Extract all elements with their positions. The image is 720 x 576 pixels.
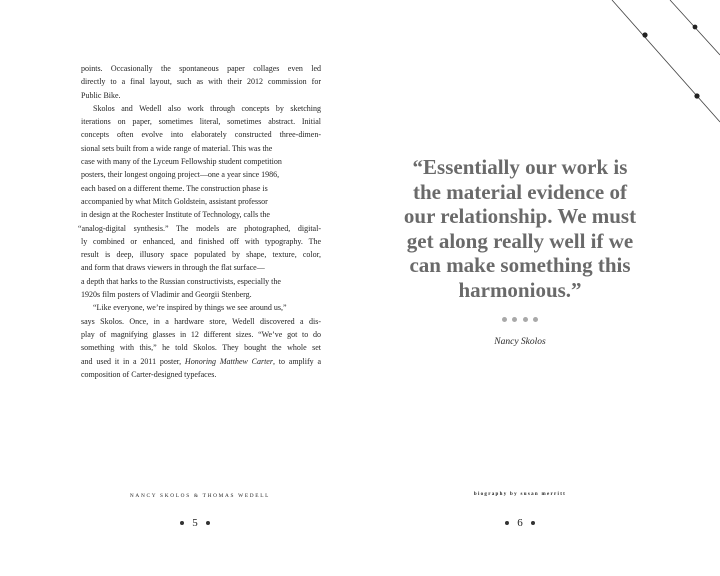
text-line: case with many of the Lyceum Fellowship student competition — [81, 157, 282, 167]
text-line: says Skolos. Once, in a hardware store, Wedell discovered a dis- — [81, 316, 321, 326]
text-line: points. Occasionally the spontaneous paper collages even led — [81, 64, 321, 73]
text-line — [81, 355, 321, 368]
quote-line: get along really well if we — [406, 228, 634, 253]
poster-title: Honoring Matthew Carter — [184, 356, 273, 366]
text-line: result is deep, illusory space populated by shape, texture, color, — [81, 250, 321, 260]
text-line: “Like everyone, we’re inspired by things we see around us,” — [93, 303, 287, 313]
diagonal-line — [612, 0, 720, 122]
text-line: something with this,” he told Skolos. They bought the whole set — [81, 343, 321, 353]
page-number-left — [165, 516, 225, 530]
text-line: directly to a final layout, such as with their 2012 commission for — [81, 77, 321, 87]
bullet-icon — [505, 521, 509, 525]
corner-decoration — [600, 0, 720, 130]
running-head-right: biography by susan merritt — [473, 492, 567, 497]
quote-attribution: Nancy Skolos — [494, 337, 546, 347]
page-number: 6 — [517, 517, 523, 529]
text-line: “analog-digital synthesis.” The models are photographed, digital- — [78, 223, 321, 233]
bullet-icon — [531, 521, 535, 525]
text-line: Skolos and Wedell also work through concepts by sketching — [93, 103, 321, 113]
quote-line: “Essentially our work is — [412, 155, 628, 179]
text-line: sional sets built from a wide range of material. This was the — [81, 143, 273, 153]
quote-line: harmonious.” — [458, 277, 582, 302]
quote-line: can make something this — [409, 253, 631, 277]
quote-line: the material evidence of — [412, 179, 627, 204]
text-fragment: and used it in a 2011 poster, — [81, 356, 185, 366]
paragraph-1 — [81, 62, 321, 102]
ornament-dot — [523, 317, 528, 322]
paragraph-3 — [81, 301, 321, 381]
ornament-dot — [533, 317, 538, 322]
text-line: Public Bike. — [81, 90, 121, 100]
text-line: ly combined or enhanced, and finished off with typography. The — [81, 236, 321, 246]
text-line: posters, their longest ongoing project—one a year since 1986, — [81, 170, 280, 180]
ornament-dot — [502, 317, 507, 322]
text-line: 1920s film posters of Vladimir and Georgii Stenberg. — [81, 290, 252, 300]
text-line: and form that draws viewers in through the flat surface— — [81, 263, 265, 273]
page-number-right — [490, 516, 550, 530]
line-dot — [642, 32, 647, 37]
ornament-dots-icon — [502, 315, 538, 323]
text-line: each based on a different theme. The construction phase is — [81, 183, 268, 193]
pull-quote — [390, 155, 650, 302]
text-line: composition of Carter-designed typefaces. — [81, 369, 217, 379]
text-line: accompanied by what Mitch Goldstein, assistant professor — [81, 196, 268, 206]
text-line: iterations on paper, sometimes literal, sometimes abstract. Initial — [81, 117, 321, 127]
body-text — [78, 62, 321, 381]
paragraph-2 — [78, 102, 321, 301]
text-line: concepts often evolve into elaborately constructed three-dimen- — [81, 130, 321, 140]
running-head-left: NANCY SKOLOS & THOMAS WEDELL — [129, 493, 271, 499]
page-number: 5 — [192, 517, 198, 529]
line-dot — [693, 25, 698, 30]
text-fragment: , to amplify a — [272, 356, 321, 366]
ornament-dot — [512, 317, 517, 322]
text-line: play of magnifying glasses in 12 different sizes. “We’ve got to do — [81, 329, 321, 339]
bullet-icon — [206, 521, 210, 525]
text-line: a depth that harks to the Russian constructivists, especially the — [81, 276, 281, 286]
bullet-icon — [180, 521, 184, 525]
line-dot — [694, 93, 699, 98]
text-line: in design at the Rochester Institute of Technology, calls the — [81, 210, 270, 220]
quote-line: our relationship. We must — [403, 204, 637, 228]
